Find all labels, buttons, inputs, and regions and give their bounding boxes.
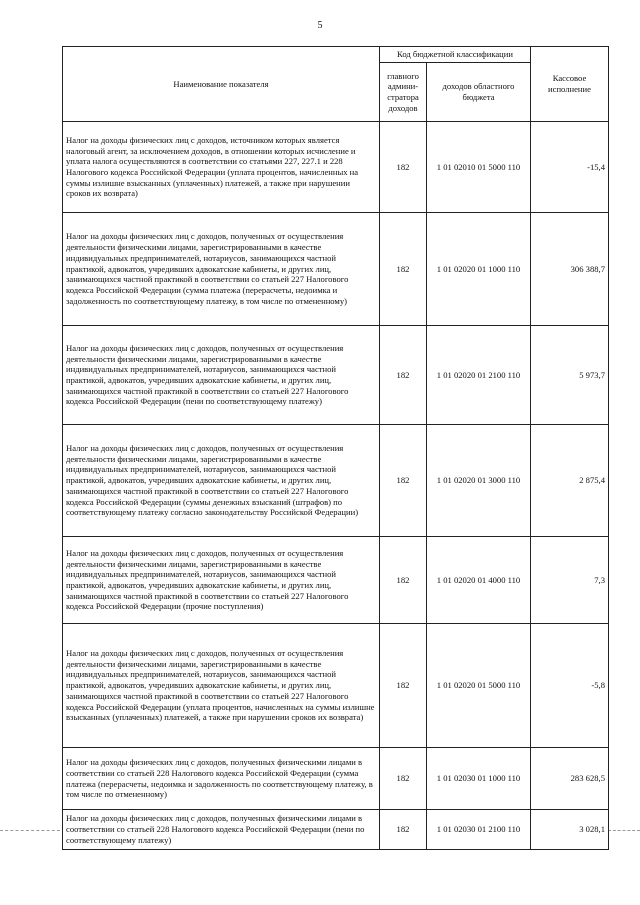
table-header-row bbox=[63, 47, 609, 63]
row-admin-code: 182 bbox=[380, 122, 427, 213]
row-name: Налог на доходы физических лиц с доходов, полученных от осуществления деятельности физическими лицами, зарегистрированными в качестве индивидуальных предпринимателей, нотариусов, занимающихся частной практикой, адвокатов, учредивших адвокатские кабинеты, и других лиц, занимающихся частной практикой в соответствии со статьей 227 Налогового кодекса Российской Федерации (пени по соответствующему платежу) bbox=[63, 326, 380, 425]
header-amount: Кассовое исполнение bbox=[531, 47, 609, 122]
header-admin: главного админи-стратора доходов bbox=[380, 63, 427, 122]
row-budget-code: 1 01 02020 01 4000 110 bbox=[427, 537, 531, 624]
row-budget-code: 1 01 02020 01 1000 110 bbox=[427, 213, 531, 326]
fold-line-left bbox=[0, 830, 60, 831]
row-name: Налог на доходы физических лиц с доходов, полученных от осуществления деятельности физическими лицами, зарегистрированными в качестве индивидуальных предпринимателей, нотариусов, занимающихся частной практикой, адвокатов, учредивших адвокатские кабинеты, и других лиц, занимающихся частной практикой в соответствии со статьей 227 Налогового кодекса Российской Федерации (суммы денежных взысканий (штрафов) по соответствующему платежу согласно законодательству Российской Федерации) bbox=[63, 425, 380, 537]
row-name: Налог на доходы физических лиц с доходов, полученных физическими лицами в соответствии со статьей 228 Налогового кодекса Российской Федерации (пени по соответствующему платежу) bbox=[63, 810, 380, 850]
row-name: Налог на доходы физических лиц с доходов, полученных от осуществления деятельности физическими лицами, зарегистрированными в качестве индивидуальных предпринимателей, нотариусов, занимающихся частной практикой, адвокатов, учредивших адвокатские кабинеты, и других лиц, занимающихся частной практикой в соответствии со статьей 227 Налогового кодекса Российской Федерации (прочие поступления) bbox=[63, 537, 380, 624]
table-row bbox=[63, 624, 609, 748]
table-row bbox=[63, 425, 609, 537]
row-amount: 283 628,5 bbox=[531, 748, 609, 810]
row-name: Налог на доходы физических лиц с доходов, полученных физическими лицами в соответствии со статьей 228 Налогового кодекса Российской Федерации (сумма платежа (перерасчеты, недоимка и задолженность по соответствующему платежу, в том числе по отмененному) bbox=[63, 748, 380, 810]
fold-line-right bbox=[608, 830, 640, 831]
row-admin-code: 182 bbox=[380, 537, 427, 624]
header-code: доходов областного бюджета bbox=[427, 63, 531, 122]
header-name: Наименование показателя bbox=[63, 47, 380, 122]
table-row bbox=[63, 537, 609, 624]
row-budget-code: 1 01 02020 01 5000 110 bbox=[427, 624, 531, 748]
row-budget-code: 1 01 02020 01 3000 110 bbox=[427, 425, 531, 537]
row-admin-code: 182 bbox=[380, 624, 427, 748]
row-amount: 2 875,4 bbox=[531, 425, 609, 537]
row-amount: 5 973,7 bbox=[531, 326, 609, 425]
row-name: Налог на доходы физических лиц с доходов, источником которых является налоговый агент, за исключением доходов, в отношении которых исчисление и уплата налога осуществляются в соответствии со статьями 227, 227.1 и 228 Налогового кодекса Российской Федерации (уплата процентов, начисленных на суммы излишне взысканных (уплаченных) платежей, а также при нарушении сроков их возврата) bbox=[63, 122, 380, 213]
budget-table bbox=[62, 46, 609, 850]
row-amount: 3 028,1 bbox=[531, 810, 609, 850]
row-budget-code: 1 01 02030 01 2100 110 bbox=[427, 810, 531, 850]
row-admin-code: 182 bbox=[380, 810, 427, 850]
row-budget-code: 1 01 02010 01 5000 110 bbox=[427, 122, 531, 213]
table-row bbox=[63, 810, 609, 850]
row-amount: 306 388,7 bbox=[531, 213, 609, 326]
table-row bbox=[63, 326, 609, 425]
table-row bbox=[63, 748, 609, 810]
table-row bbox=[63, 213, 609, 326]
table-body bbox=[63, 122, 609, 850]
row-admin-code: 182 bbox=[380, 425, 427, 537]
row-amount: -15,4 bbox=[531, 122, 609, 213]
row-admin-code: 182 bbox=[380, 213, 427, 326]
table-row bbox=[63, 122, 609, 213]
row-amount: -5,8 bbox=[531, 624, 609, 748]
header-classification-group: Код бюджетной классификации bbox=[380, 47, 531, 63]
row-admin-code: 182 bbox=[380, 748, 427, 810]
row-name: Налог на доходы физических лиц с доходов, полученных от осуществления деятельности физическими лицами, зарегистрированными в качестве индивидуальных предпринимателей, нотариусов, занимающихся частной практикой, адвокатов, учредивших адвокатские кабинеты, и других лиц, занимающихся частной практикой в соответствии со статьей 227 Налогового кодекса Российской Федерации (сумма платежа (перерасчеты, недоимка и задолженность по соответствующему платежу, в том числе по отмененному) bbox=[63, 213, 380, 326]
row-budget-code: 1 01 02030 01 1000 110 bbox=[427, 748, 531, 810]
page-number: 5 bbox=[317, 20, 323, 31]
row-budget-code: 1 01 02020 01 2100 110 bbox=[427, 326, 531, 425]
row-amount: 7,3 bbox=[531, 537, 609, 624]
row-admin-code: 182 bbox=[380, 326, 427, 425]
row-name: Налог на доходы физических лиц с доходов, полученных от осуществления деятельности физическими лицами, зарегистрированными в качестве индивидуальных предпринимателей, нотариусов, занимающихся частной практикой, адвокатов, учредивших адвокатские кабинеты, и других лиц, занимающихся частной практикой в соответствии со статьей 227 Налогового кодекса Российской Федерации (уплата процентов, начисленных на суммы излишне взысканных (уплаченных) платежей, а также при нарушении сроков их возврата) bbox=[63, 624, 380, 748]
